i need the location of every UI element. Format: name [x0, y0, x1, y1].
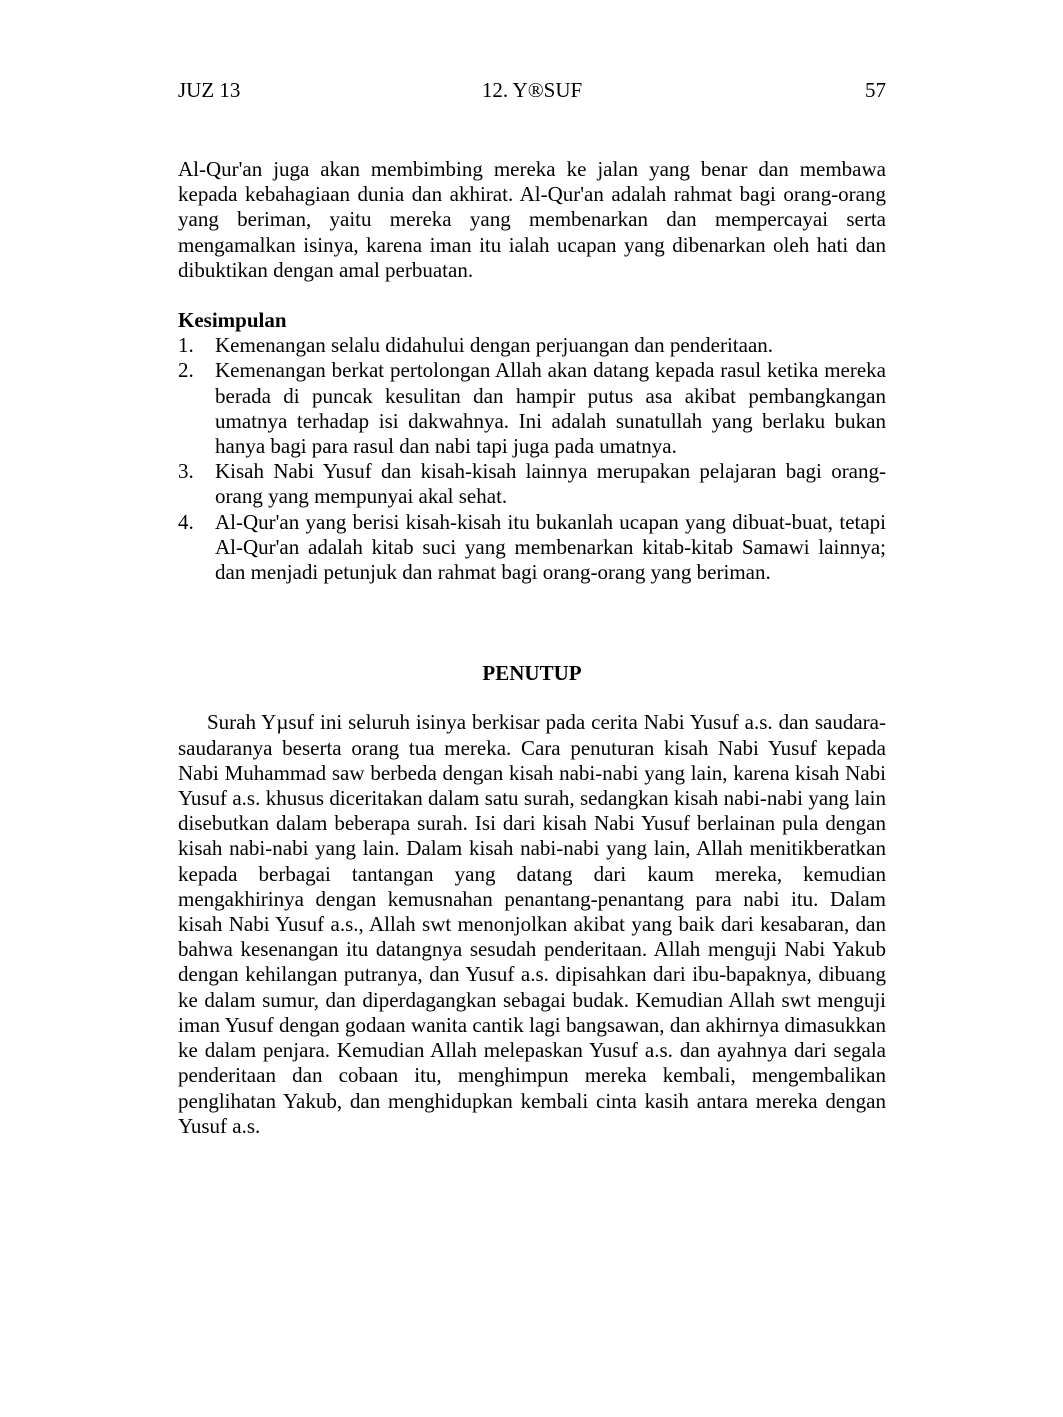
list-item-text: Al-Qur'an yang berisi kisah-kisah itu bukanlah ucapan yang dibuat-buat, tetapi Al-Qur'an adalah kitab suci yang membenarkan kitab-kitab Samawi lainnya; dan menjadi petunjuk dan rahmat bagi orang-orang yang beriman.	[215, 509, 886, 585]
intro-paragraph: Al-Qur'an juga akan membimbing mereka ke jalan yang benar dan membawa kepada kebahagiaan dunia dan akhirat. Al-Qur'an adalah rahmat bagi orang-orang yang beriman, yaitu mereka yang membenarkan dan mempercayai serta mengamalkan isinya, karena iman itu ialah ucapan yang dibenarkan oleh hati dan dibuktikan dengan amal perbuatan.	[178, 157, 886, 282]
page-content	[178, 157, 886, 1139]
list-item-text: Kemenangan berkat pertolongan Allah akan datang kepada rasul ketika mereka berada di puncak kesulitan dan hampir putus asa akibat pembangkangan umatnya terhadap isi dakwahnya. Ini adalah sunatullah yang berlaku bukan hanya bagi para rasul dan nabi tapi juga pada umatnya.	[215, 358, 886, 459]
conclusion-item	[178, 510, 886, 586]
closing-paragraph: Surah Yµsuf ini seluruh isinya berkisar pada cerita Nabi Yusuf a.s. dan saudara-saudaranya beserta orang tua mereka. Cara penuturan kisah Nabi Yusuf kepada Nabi Muhammad saw berbeda dengan kisah nabi-nabi yang lain, karena kisah Nabi Yusuf a.s. khusus diceritakan dalam satu surah, sedangkan kisah nabi-nabi yang lain disebutkan dalam beberapa surah. Isi dari kisah Nabi Yusuf berlainan pula dengan kisah nabi-nabi yang lain. Dalam kisah nabi-nabi yang lain, Allah menitikberatkan kepada berbagai tantangan yang datang dari kaum mereka, kemudian mengakhirinya dengan kemusnahan penantang-penantang para nabi itu. Dalam kisah Nabi Yusuf a.s., Allah swt menonjolkan akibat yang baik dari kesabaran, dan bahwa kesenangan itu datangnya sesudah penderitaan. Allah menguji Nabi Yakub dengan kehilangan putranya, dan Yusuf a.s. dipisahkan dari ibu-bapaknya, dibuang ke dalam sumur, dan diperdagangkan sebagai budak. Kemudian Allah swt menguji iman Yusuf dengan godaan wanita cantik lagi bangsawan, dan akhirnya dimasukkan ke dalam penjara. Kemudian Allah melepaskan Yusuf a.s. dan ayahnya dari segala penderitaan dan cobaan itu, menghimpun mereka kembali, mengembalikan penglihatan Yakub, dan menghidupkan kembali cinta kasih antara mereka dengan Yusuf a.s.	[178, 710, 886, 1138]
page-number: 57	[865, 78, 886, 102]
running-header	[178, 76, 886, 104]
list-number: 3.	[178, 459, 194, 484]
conclusion-item	[178, 333, 886, 358]
list-number: 2.	[178, 358, 194, 383]
conclusion-item	[178, 358, 886, 459]
list-number: 1.	[178, 333, 194, 358]
conclusion-item	[178, 459, 886, 509]
conclusion-heading: Kesimpulan	[178, 308, 287, 333]
list-number: 4.	[178, 509, 194, 534]
closing-title: PENUTUP	[482, 661, 582, 686]
conclusion-list	[178, 333, 886, 585]
list-item-text: Kemenangan selalu didahului dengan perjuangan dan penderitaan.	[215, 333, 774, 358]
list-item-text: Kisah Nabi Yusuf dan kisah-kisah lainnya merupakan pelajaran bagi orang-orang yang mempunyai akal sehat.	[215, 459, 886, 509]
juz-label: JUZ 13	[178, 78, 241, 102]
surah-title: 12. Y®SUF	[481, 78, 583, 102]
